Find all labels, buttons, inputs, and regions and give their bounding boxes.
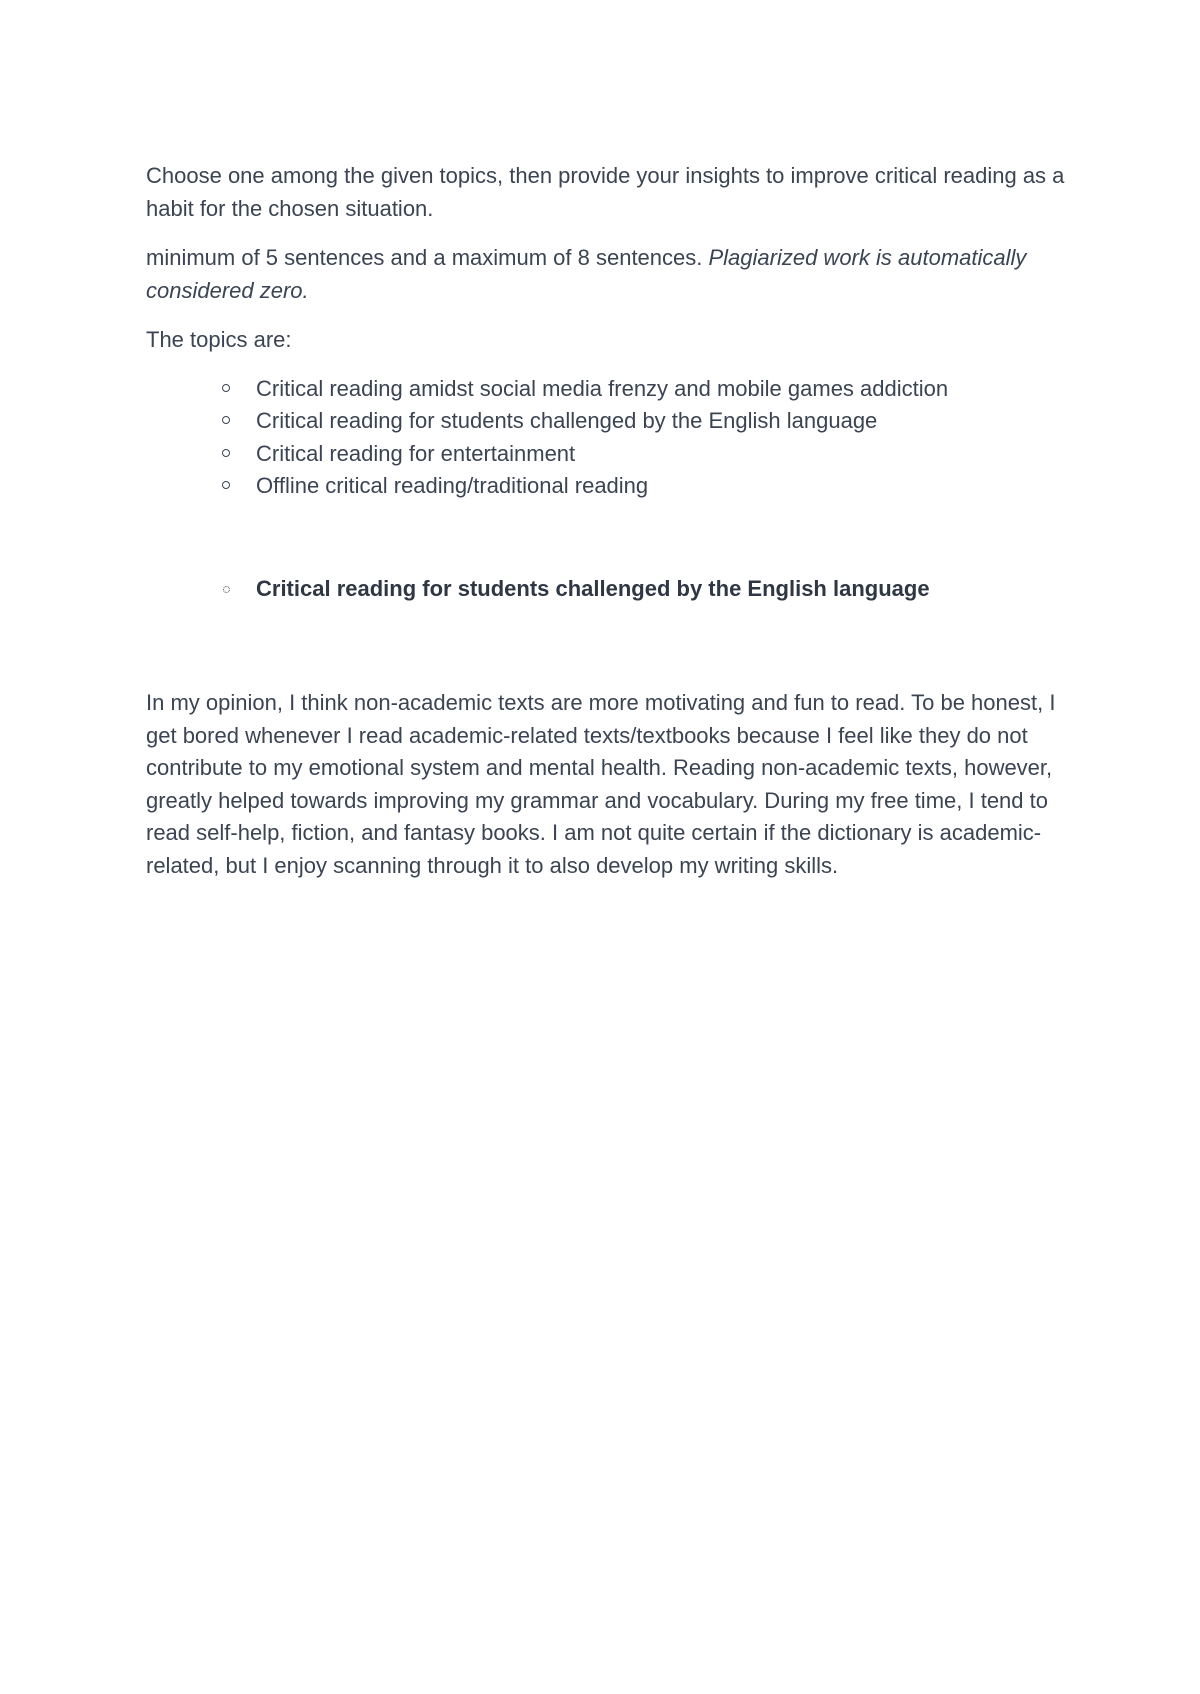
topic-text: Offline critical reading/traditional reading bbox=[256, 473, 649, 498]
topic-text: Critical reading amidst social media frenzy and mobile games addiction bbox=[256, 375, 949, 401]
list-item bbox=[146, 438, 1066, 471]
dotted-circle-bullet-icon bbox=[223, 586, 230, 593]
circle-bullet-icon bbox=[222, 449, 230, 457]
chosen-topic-text: Critical reading for students challenged by the English language bbox=[256, 575, 930, 601]
chosen-topic bbox=[146, 573, 1066, 606]
limits-text: minimum of 5 sentences and a maximum of 8 sentences. bbox=[146, 245, 709, 270]
circle-bullet-icon bbox=[222, 384, 230, 392]
circle-bullet-icon bbox=[222, 481, 230, 489]
topics-list bbox=[146, 373, 1066, 503]
topics-label: The topics are: bbox=[146, 327, 292, 352]
topic-text: Critical reading for students challenged by the English language bbox=[256, 408, 878, 433]
essay-paragraph: In my opinion, I think non-academic texts are more motivating and fun to read. To be honest, I get bored whenever I read academic-related texts/textbooks because I feel like they do not contribute to my emotional system and mental health. Reading non-academic texts, however, greatly helped towards improving my grammar and vocabulary. During my free time, I tend to read self-help, fiction, and fantasy books. I am not quite certain if the dictionary is academic-related, but I enjoy scanning through it to also develop my writing skills. bbox=[146, 690, 1056, 878]
topic-text: Critical reading for entertainment bbox=[256, 440, 576, 466]
instructions-intro: Choose one among the given topics, then provide your insights to improve critical reading as a habit for the chosen situation. bbox=[146, 163, 1065, 221]
plagiarism-note: Plagiarized work is automatically considered zero. bbox=[146, 245, 1027, 303]
list-item bbox=[146, 470, 1066, 503]
list-item bbox=[146, 405, 1066, 438]
instructions-limits bbox=[146, 242, 1066, 307]
document-page bbox=[146, 160, 1066, 882]
circle-bullet-icon bbox=[222, 416, 230, 424]
list-item bbox=[146, 373, 1066, 406]
